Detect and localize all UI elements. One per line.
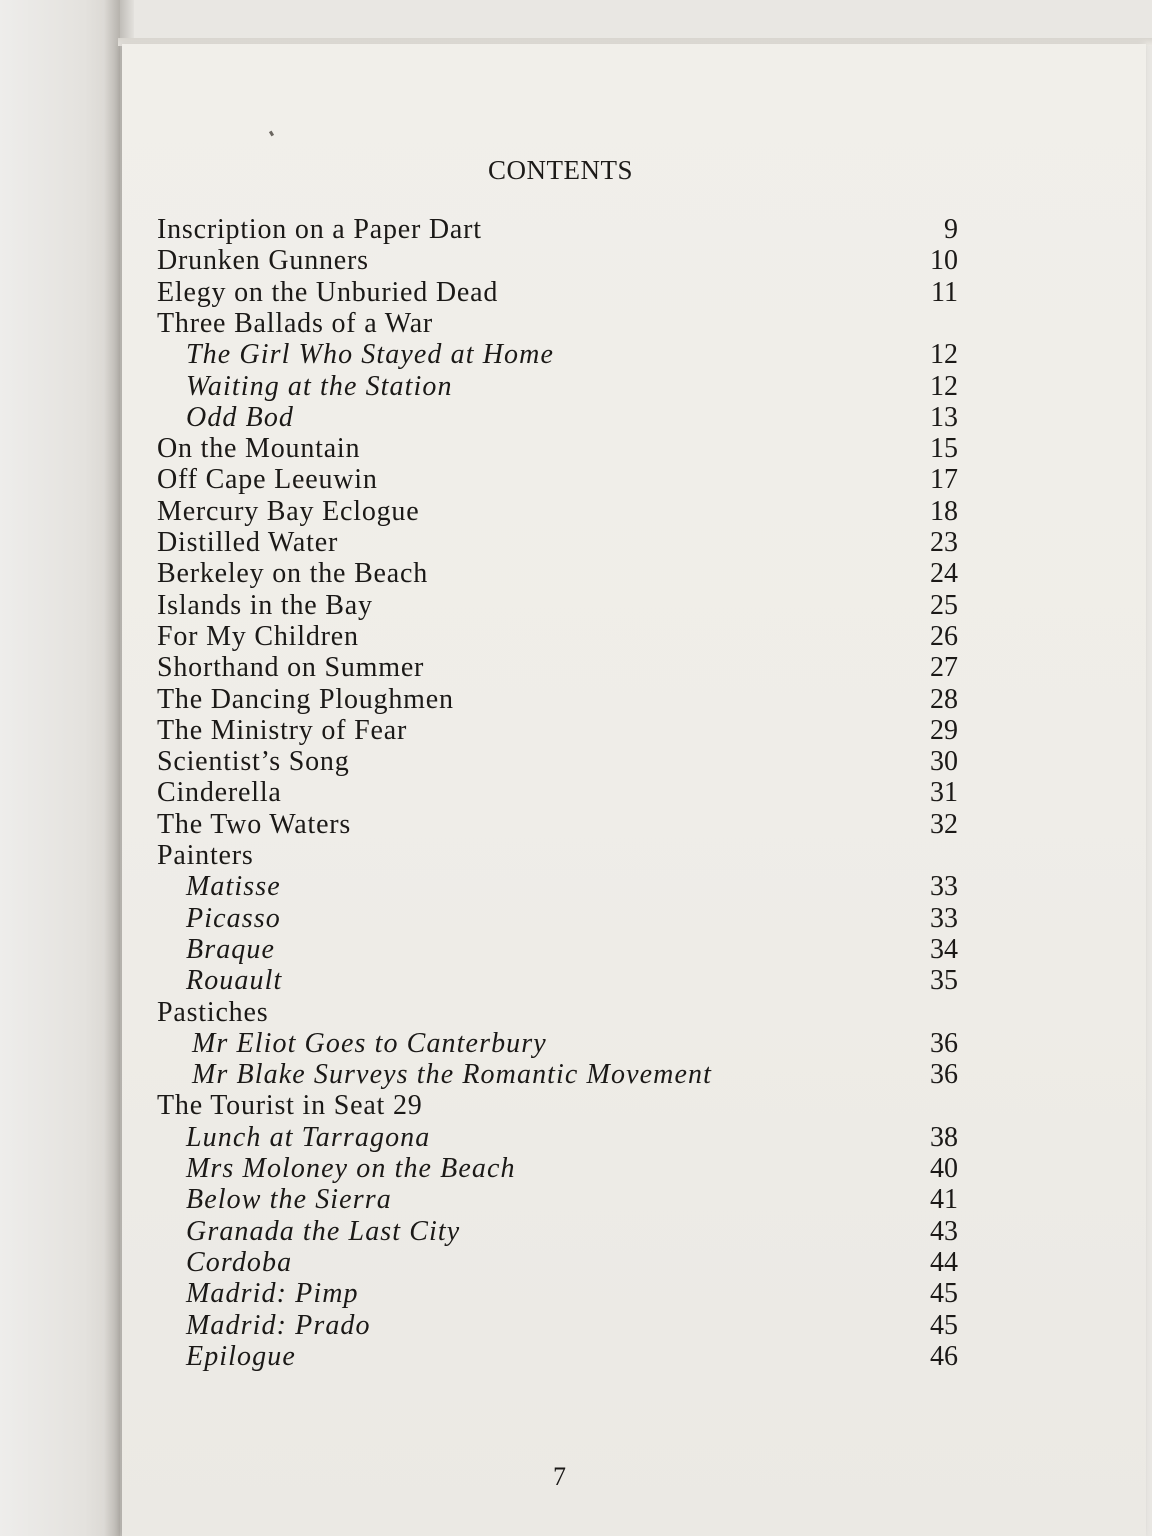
- toc-entry-title: The Dancing Ploughmen: [157, 683, 454, 715]
- toc-entry-title: Distilled Water: [157, 527, 339, 558]
- toc-entry-title: Berkeley on the Beach: [157, 558, 429, 590]
- toc-entry-title: For My Children: [157, 620, 359, 652]
- toc-page-number: 23: [930, 527, 958, 558]
- toc-entry: [0, 840, 1152, 872]
- toc-entry: [0, 245, 1152, 277]
- toc-page-number: 46: [930, 1340, 958, 1372]
- toc-page-number: 33: [930, 902, 958, 934]
- toc-page-number: 36: [930, 1059, 958, 1091]
- toc-page-number: 12: [930, 339, 958, 371]
- toc-entry-title: Elegy on the Unburied Dead: [157, 276, 499, 308]
- toc-subentry-title: Mr Eliot Goes to Canterbury: [192, 1027, 547, 1059]
- toc-entry: [0, 464, 1152, 496]
- toc-entry-title: Shorthand on Summer: [157, 652, 425, 684]
- toc-subentry-title: Granada the Last City: [186, 1215, 461, 1247]
- contents-heading: CONTENTS: [488, 155, 633, 185]
- toc-entry: [0, 1341, 1152, 1373]
- toc-page-number: 36: [930, 1027, 958, 1059]
- toc-page-number: 10: [930, 245, 958, 277]
- toc-entry: [0, 1278, 1152, 1310]
- toc-entry-title: Drunken Gunners: [157, 245, 369, 277]
- toc-entry: [0, 433, 1152, 465]
- toc-subentry-title: Waiting at the Station: [186, 370, 453, 402]
- toc-entry-title: Islands in the Bay: [157, 589, 373, 621]
- toc-entry: [0, 652, 1152, 684]
- toc-subentry-title: Below the Sierra: [186, 1184, 392, 1216]
- toc-entry-title: Mercury Bay Eclogue: [157, 495, 420, 527]
- toc-entry: [0, 308, 1152, 340]
- toc-subentry-title: Odd Bod: [186, 401, 295, 433]
- toc-page-number: 18: [930, 495, 958, 527]
- toc-entry: [0, 934, 1152, 966]
- toc-subentry-title: Mr Blake Surveys the Romantic Movement: [192, 1059, 712, 1091]
- toc-page-number: 40: [930, 1153, 958, 1184]
- toc-subentry-title: Lunch at Tarragona: [186, 1121, 431, 1153]
- toc-subentry-title: Matisse: [186, 871, 281, 903]
- toc-entry: [0, 277, 1152, 309]
- toc-page-number: 25: [930, 589, 958, 621]
- toc-page-number: 15: [930, 433, 958, 465]
- toc-entry: [0, 777, 1152, 809]
- toc-subentry-title: The Girl Who Stayed at Home: [186, 339, 554, 371]
- toc-entry-title: Cinderella: [157, 777, 282, 809]
- toc-entry: [0, 1247, 1152, 1279]
- toc-page-number: 12: [930, 370, 958, 402]
- toc-entry: [0, 746, 1152, 778]
- toc-entry: [0, 402, 1152, 434]
- toc-entry: [0, 558, 1152, 590]
- toc-entry: [0, 903, 1152, 935]
- toc-entry-title: The Ministry of Fear: [157, 714, 408, 746]
- toc-entry: [0, 715, 1152, 747]
- toc-subentry-title: Braque: [186, 933, 276, 965]
- toc-subentry-title: Picasso: [186, 902, 281, 934]
- toc-entry: [0, 809, 1152, 841]
- toc-page-number: 32: [930, 808, 958, 840]
- toc-entry: [0, 496, 1152, 528]
- toc-entry: [0, 590, 1152, 622]
- toc-entry-title: Inscription on a Paper Dart: [157, 214, 482, 245]
- toc-page-number: 41: [930, 1184, 958, 1216]
- toc-entry-title: The Tourist in Seat 29: [157, 1090, 423, 1122]
- toc-page-number: 30: [930, 746, 958, 778]
- toc-entry: [0, 527, 1152, 559]
- toc-page-number: 34: [930, 933, 958, 965]
- toc-entry: [0, 214, 1152, 246]
- toc-entry: [0, 1059, 1152, 1091]
- toc-entry-title: Painters: [157, 840, 254, 871]
- toc-entry-title: On the Mountain: [157, 433, 361, 465]
- toc-entry: [0, 997, 1152, 1029]
- toc-entry-title: Off Cape Leeuwin: [157, 464, 378, 496]
- toc-entry: [0, 371, 1152, 403]
- toc-page-number: 17: [930, 464, 958, 496]
- toc-page-number: 44: [930, 1246, 958, 1278]
- toc-page-number: 29: [930, 714, 958, 746]
- page-number: 7: [553, 1462, 566, 1491]
- toc-page-number: 9: [944, 214, 958, 245]
- toc-subentry-title: Mrs Moloney on the Beach: [186, 1153, 516, 1184]
- toc-entry: [0, 1153, 1152, 1185]
- toc-subentry-title: Madrid: Pimp: [186, 1278, 359, 1310]
- toc-entry: [0, 871, 1152, 903]
- toc-entry-title: Scientist’s Song: [157, 746, 350, 778]
- toc-entry: [0, 621, 1152, 653]
- toc-entry-title: Pastiches: [157, 996, 269, 1028]
- toc-entry: [0, 339, 1152, 371]
- toc-page-number: 35: [930, 965, 958, 997]
- toc-subentry-title: Rouault: [186, 965, 283, 997]
- toc-entry: [0, 1122, 1152, 1154]
- toc-page-number: 33: [930, 871, 958, 903]
- toc-entry: [0, 1184, 1152, 1216]
- toc-page-number: 13: [930, 401, 958, 433]
- toc-subentry-title: Cordoba: [186, 1246, 293, 1278]
- toc-page-number: 27: [930, 652, 958, 684]
- toc-page-number: 43: [930, 1215, 958, 1247]
- toc-entry: [0, 1090, 1152, 1122]
- toc-page-number: 28: [930, 683, 958, 715]
- toc-entry-title: The Two Waters: [157, 808, 352, 840]
- toc-entry: [0, 684, 1152, 716]
- toc-page-number: 24: [930, 558, 958, 590]
- toc-entry-title: Three Ballads of a War: [157, 307, 434, 339]
- toc-subentry-title: Epilogue: [186, 1340, 296, 1372]
- toc-page-number: 31: [930, 777, 958, 809]
- toc-entry: [0, 1216, 1152, 1248]
- toc-page-number: 45: [930, 1278, 958, 1310]
- toc-page-number: 38: [930, 1121, 958, 1153]
- toc-page-number: 11: [931, 276, 958, 308]
- toc-page-number: 45: [930, 1309, 958, 1341]
- toc-entry: [0, 1028, 1152, 1060]
- toc-subentry-title: Madrid: Prado: [186, 1309, 371, 1341]
- toc-entry: [0, 965, 1152, 997]
- toc-page-number: 26: [930, 620, 958, 652]
- toc-entry: [0, 1310, 1152, 1342]
